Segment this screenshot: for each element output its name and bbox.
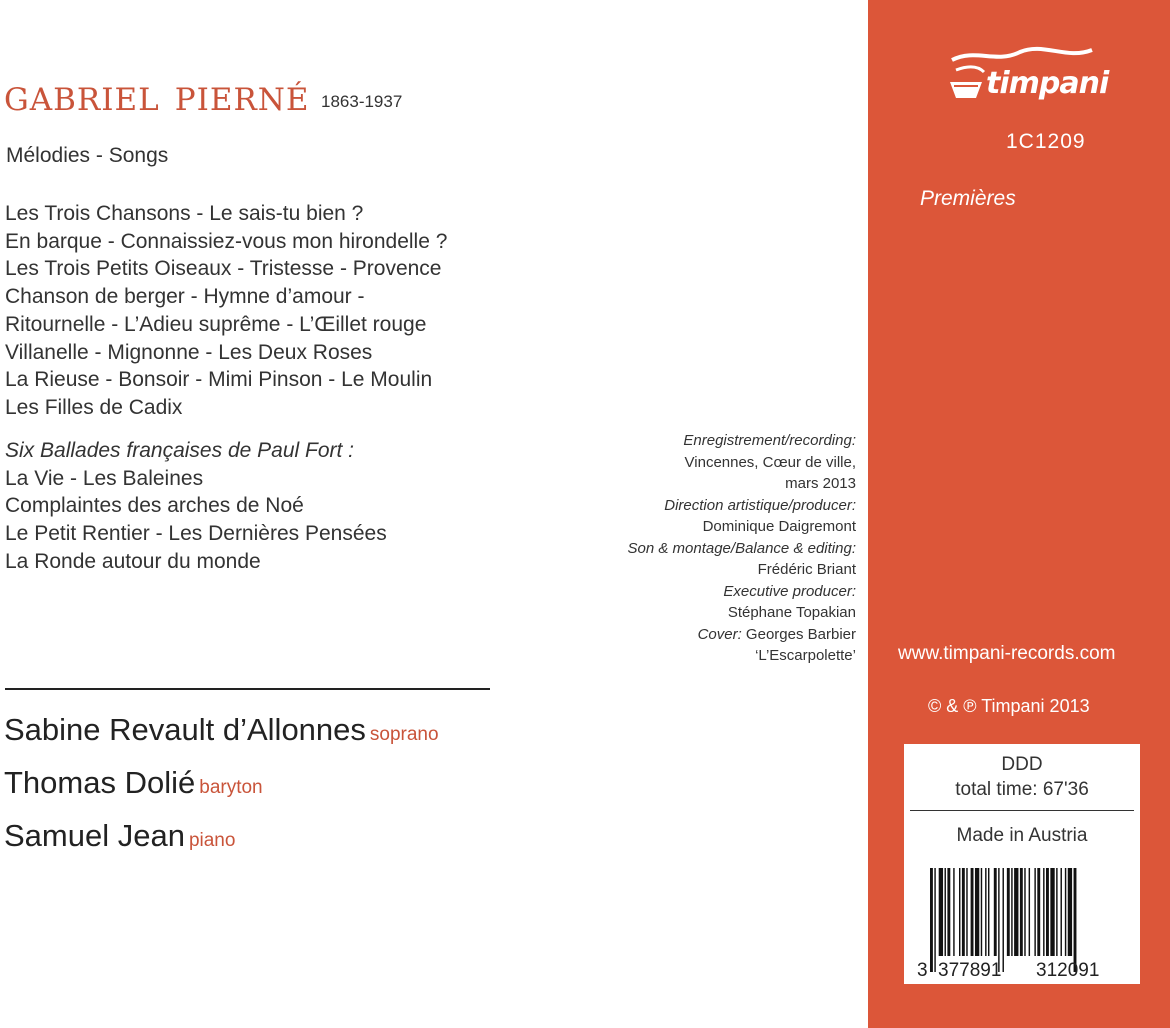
barcode-bar [1061, 868, 1062, 956]
song-line: Chanson de berger - Hymne d’amour - [5, 285, 365, 309]
barcode-bar [1056, 868, 1057, 956]
series-name: Premières [920, 187, 1016, 210]
barcode-bar [1014, 868, 1018, 956]
barcode-bar [962, 868, 965, 956]
barcode-bar [1074, 868, 1077, 972]
catalog-number: 1C1209 [1006, 130, 1086, 153]
barcode-bars [930, 868, 1076, 972]
barcode-bar [966, 868, 967, 956]
barcode-bar [1043, 868, 1044, 956]
barcode-digits-left: 377891 [938, 960, 1002, 980]
song-line: Villanelle - Mignonne - Les Deux Roses [5, 340, 373, 364]
barcode [914, 868, 1140, 980]
performer-name: Samuel Jean [4, 818, 185, 853]
performer-role: soprano [369, 724, 439, 745]
ballades-list [5, 437, 387, 576]
barcode-bar [971, 868, 974, 956]
credit-value: mars 2013 [785, 475, 856, 492]
copyright-notice: © & ℗ Timpani 2013 [928, 696, 1090, 716]
composer-name: gabriel pierné [4, 70, 310, 121]
song-line: En barque - Connaissiez-vous mon hirondelle ? [5, 229, 448, 253]
barcode-bar [975, 868, 979, 956]
credit-label: Enregistrement/recording: [683, 432, 856, 449]
website-url: www.timpani-records.com [898, 643, 1116, 664]
credit-value: Vincennes, Cœur de ville, [684, 453, 856, 471]
song-list [5, 200, 447, 422]
cover-credit [516, 624, 856, 646]
credit-value: Dominique Daigremont [702, 518, 856, 535]
credit-label: Direction artistique/producer: [664, 496, 856, 514]
barcode-digit-prefix: 3 [917, 960, 928, 980]
performer-role: baryton [199, 777, 263, 798]
credit-label: Cover: [697, 625, 742, 643]
ballade-line: Le Petit Rentier - Les Dernières Pensées [5, 522, 387, 546]
barcode-bar [1034, 868, 1035, 956]
label-panel [868, 0, 1170, 1028]
timpani-logo [946, 46, 1109, 106]
divider [5, 688, 490, 690]
ballade-line: Complaintes des arches de Noé [5, 494, 304, 518]
barcode-bar [1068, 868, 1072, 956]
barcode-bar [945, 868, 946, 956]
barcode-bar [985, 868, 986, 956]
composer-dates: 1863-1937 [321, 92, 403, 111]
ballade-line: La Ronde autour du monde [5, 549, 261, 573]
total-time: total time: 67'36 [955, 779, 1089, 800]
barcode-bar [1003, 868, 1004, 972]
barcode-bar [1046, 868, 1049, 956]
performer-name: Thomas Dolié [4, 765, 196, 800]
credit-label: Executive producer: [723, 582, 856, 600]
song-line: Les Filles de Cadix [5, 395, 183, 419]
brand-wordmark: timpani [986, 66, 1109, 101]
credit-value: Stéphane Topakian [727, 604, 856, 621]
ddd-code: DDD [1001, 754, 1043, 775]
recording-info [904, 744, 1140, 802]
barcode-bar [981, 868, 982, 956]
barcode-bar [953, 868, 954, 956]
made-in: Made in Austria [956, 825, 1088, 846]
ballade-line: La Vie - Les Baleines [5, 466, 204, 490]
credit-label: Son & montage/Balance & editing: [627, 539, 856, 557]
barcode-bar [1024, 868, 1025, 956]
barcode-bar [947, 868, 950, 956]
product-info-box [904, 744, 1140, 984]
barcode-bar [959, 868, 960, 956]
performer [4, 706, 439, 759]
production-credits [516, 430, 856, 667]
song-line: La Rieuse - Bonsoir - Mimi Pinson - Le Moulin [5, 368, 433, 392]
barcode-bar [1011, 868, 1012, 956]
song-line: Les Trois Chansons - Le sais-tu bien ? [5, 202, 364, 225]
performer [4, 812, 439, 865]
performer-role: piano [188, 830, 236, 851]
barcode-bar [988, 868, 989, 956]
barcode-bar [1020, 868, 1023, 956]
song-line: Les Trois Petits Oiseaux - Tristesse - Provence [5, 257, 442, 281]
barcode-bar [1007, 868, 1010, 956]
barcode-bar [930, 868, 933, 972]
barcode-bar [994, 868, 997, 956]
barcode-bar [1065, 868, 1066, 956]
performer [4, 759, 439, 812]
barcode-bar [1050, 868, 1054, 956]
barcode-bar [934, 868, 935, 972]
song-line: Ritournelle - L’Adieu suprême - L’Œillet rouge [5, 312, 427, 336]
credit-value: ‘L’Escarpolette’ [755, 647, 856, 664]
barcode-bar [1037, 868, 1040, 956]
performer-name: Sabine Revault d’Allonnes [4, 712, 366, 747]
album-subtitle: Mélodies - Songs [6, 144, 169, 167]
ballades-title: Six Ballades françaises de Paul Fort : [5, 439, 355, 462]
barcode-bar [1029, 868, 1030, 956]
barcode-bar [998, 868, 999, 972]
credit-value: Georges Barbier [741, 625, 856, 643]
performer-list [4, 706, 439, 865]
credit-value: Frédéric Briant [757, 561, 856, 578]
barcode-digits-right: 312091 [1036, 960, 1100, 980]
barcode-bar [939, 868, 943, 956]
